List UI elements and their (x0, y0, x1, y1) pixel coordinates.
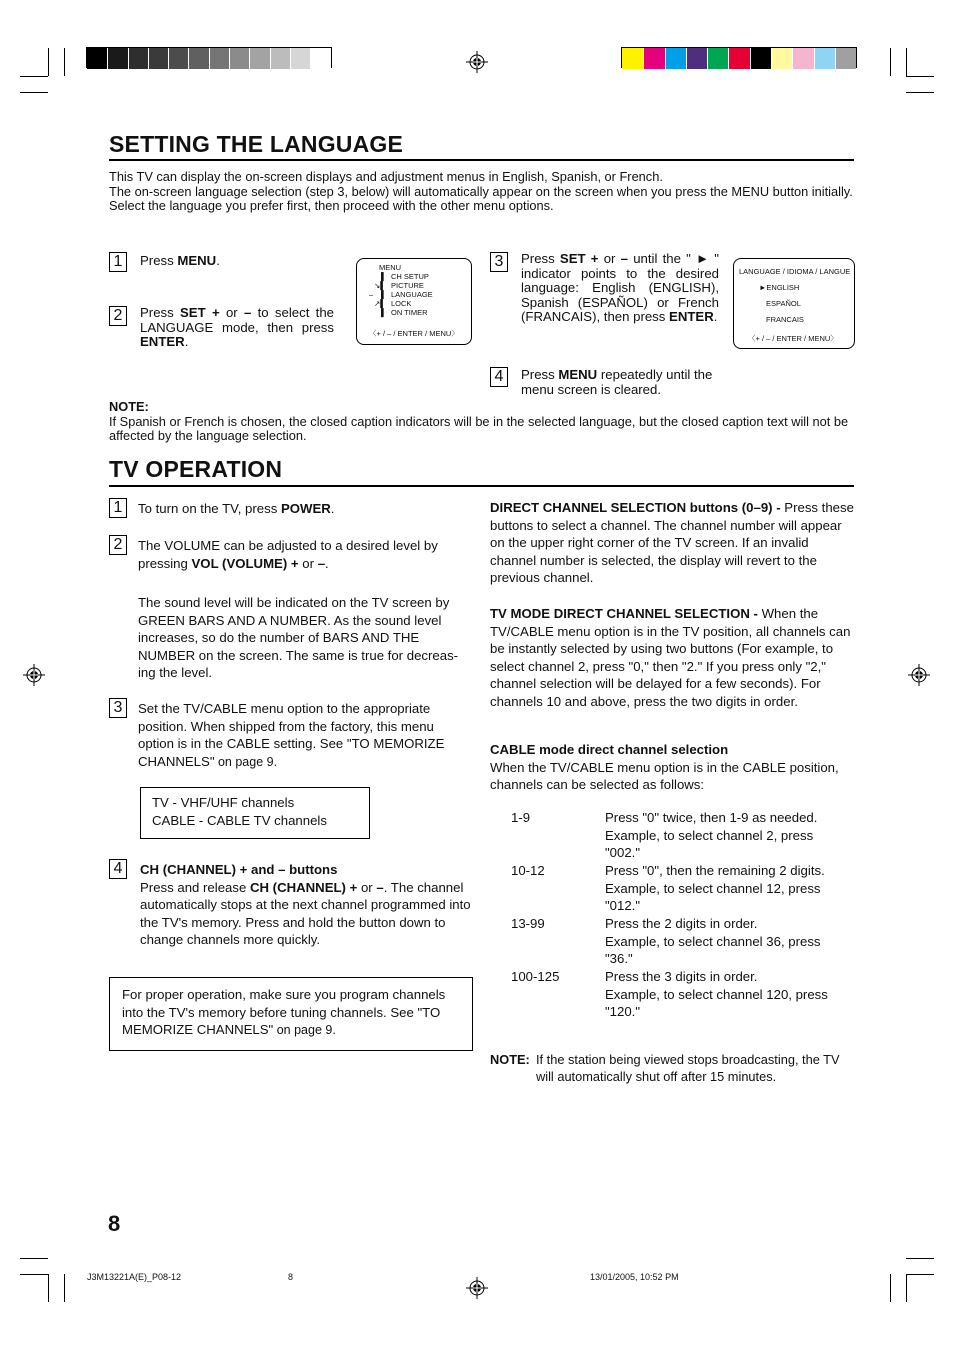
language-note: NOTE: If Spanish or French is chosen, the closed caption indicators will be in the selected language, but the closed caption text will not be affected by the language selection. (109, 399, 849, 443)
tv-mode-paragraph: TV MODE DIRECT CHANNEL SELECTION - When the TV/CABLE menu option is in the TV position, all channels can be instantly selected by using two buttons (For example, to select channel 2, press "0," then "2." If you press only "2," channel selection will be delayed for a few seconds). For channels 10 and above, press the two digits in order. (490, 606, 851, 709)
color-swatch (290, 48, 310, 69)
footer-timestamp: 13/01/2005, 10:52 PM (590, 1272, 679, 1282)
page-number: 8 (108, 1211, 121, 1236)
color-swatch (771, 48, 792, 69)
step-text: Press SET + or – until the " ► " indicator points to the desired language: English (ENGLISH), Spanish (ESPAÑOL) or French (FRANCAIS), then press ENTER. (521, 251, 719, 324)
step-number: 1 (109, 498, 127, 518)
color-swatch (209, 48, 229, 69)
color-swatch (686, 48, 707, 69)
color-swatch (750, 48, 771, 69)
section-title-tv-operation: TV OPERATION (109, 456, 283, 482)
step-number: 4 (490, 367, 508, 387)
section-rule (109, 485, 854, 487)
step-text: To turn on the TV, press POWER. (138, 501, 335, 516)
language-screen-illustration: LANGUAGE / IDIOMA / LANGUE ►ENGLISH ESPAÑOL FRANCAIS 〈+ / – / ENTER / MENU〉 (733, 258, 855, 349)
color-swatch (249, 48, 269, 69)
registration-mark-icon (908, 664, 930, 686)
step-text: Press SET + or – to select the LANGUAGE mode, then press ENTER. (140, 305, 335, 349)
color-bar (621, 47, 857, 68)
color-swatch (728, 48, 749, 69)
color-swatch (665, 48, 686, 69)
tv-cable-box: TV - VHF/UHF channels CABLE - CABLE TV channels (140, 787, 370, 839)
step-number: 1 (109, 252, 127, 272)
step-text: Set the TV/CABLE menu option to the appropriate position. When shipped from the factory, this menu option is in the CABLE setting. See "TO MEMORIZE CHANNELS" on page 9. (138, 701, 445, 769)
color-swatch (188, 48, 208, 69)
step-number: 4 (109, 859, 127, 879)
color-swatch (310, 48, 330, 69)
footer-file-name: J3M13221A(E)_P08-12 (87, 1272, 182, 1282)
intro-text: This TV can display the on-screen displays and adjustment menus in English, Spanish, or French. The on-screen language selection (step 3, below) will automatically appear on the screen when you press the MENU button initially. Select the language you prefer first, then proceed with the other menu options. (109, 169, 853, 213)
color-swatch (107, 48, 127, 69)
volume-paragraph: The sound level will be indicated on the TV screen by GREEN BARS AND A NUMBER. As the sound level increases, so do the number of BARS AND THE NUMBER on the screen. The same is true for decreas-ing the level. (138, 595, 459, 681)
step-number: 3 (109, 698, 127, 718)
step-number: 2 (109, 306, 127, 326)
section-rule (109, 159, 854, 161)
cable-mode-paragraph: CABLE mode direct channel selection When the TV/CABLE menu option is in the CABLE position, channels can be selected as follows: (490, 742, 839, 793)
footer-page: 8 (288, 1272, 294, 1282)
color-swatch (168, 48, 188, 69)
proper-operation-box: For proper operation, make sure you program channels into the TV's memory before tuning channels. See "TO MEMORIZE CHANNELS" on page 9. (109, 977, 473, 1051)
section-title-language: SETTING THE LANGUAGE (109, 131, 404, 157)
registration-mark-icon (466, 51, 488, 73)
step-text: The VOLUME can be adjusted to a desired level by pressing VOL (VOLUME) + or –. (138, 538, 438, 571)
color-swatch (87, 48, 107, 69)
color-swatch (643, 48, 664, 69)
color-swatch (148, 48, 168, 69)
color-swatch (792, 48, 813, 69)
direct-channel-paragraph: DIRECT CHANNEL SELECTION buttons (0–9) - Press these buttons to select a channel. The channel number will appear on the upper right corner of the TV screen. If an invalid channel number is selected, the display will revert to the previous channel. (490, 500, 854, 586)
color-swatch (622, 48, 643, 69)
color-swatch (835, 48, 856, 69)
color-swatch (229, 48, 249, 69)
step-text: Press MENU repeatedly until the menu screen is cleared. (521, 367, 713, 397)
step-number: 3 (490, 252, 508, 272)
color-swatch (707, 48, 728, 69)
registration-mark-icon (23, 664, 45, 686)
menu-screen-illustration: MENU ▌ CH SETUP ↘▌ PICTURE – ▌ LANGUAGE ↗▌ LOCK ▌ ON TIMER 〈+ / – / ENTER / MENU〉 (356, 258, 472, 345)
step-number: 2 (109, 535, 127, 555)
color-swatch (814, 48, 835, 69)
step-text: Press MENU. (140, 253, 220, 268)
grayscale-bar (86, 47, 332, 68)
shutoff-note: NOTE: If the station being viewed stops broadcasting, the TV will automatically shut off after 15 minutes. (490, 1052, 840, 1084)
registration-mark-icon (466, 1277, 488, 1299)
color-swatch (128, 48, 148, 69)
step-text: CH (CHANNEL) + and – buttons Press and release CH (CHANNEL) + or –. The channel automatically stops at the next channel programmed into the TV's memory. Press and hold the button down to change channels more quickly. (140, 862, 471, 948)
color-swatch (270, 48, 290, 69)
